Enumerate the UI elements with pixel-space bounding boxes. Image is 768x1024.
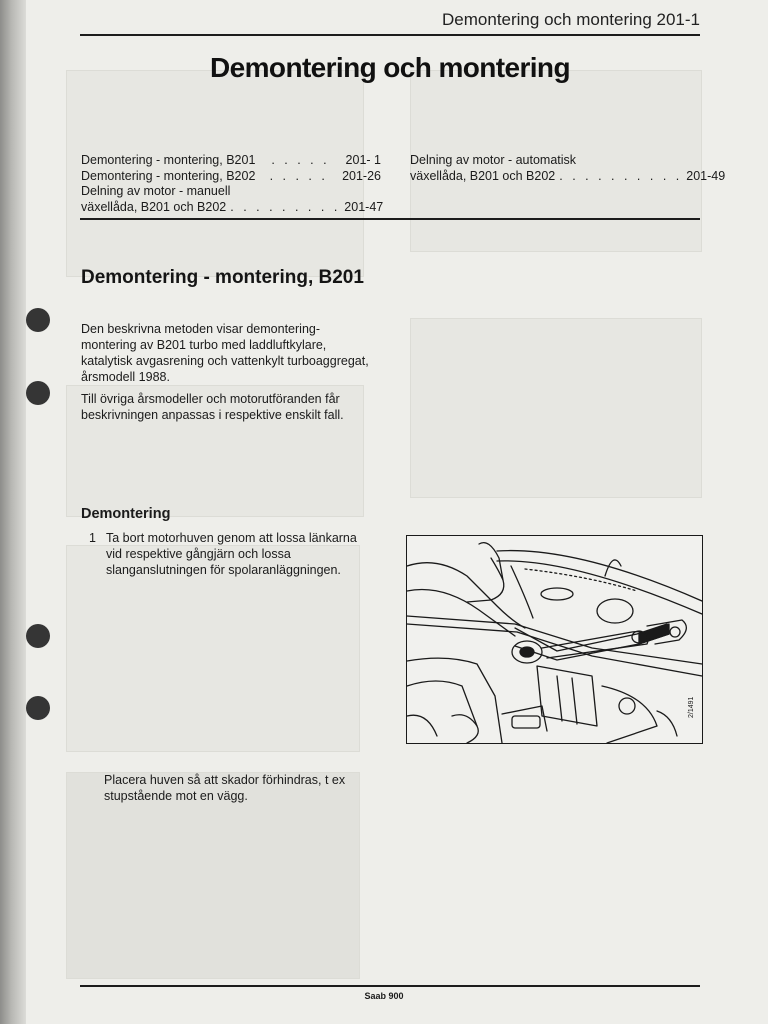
toc-entry-page: 201-47 (344, 199, 384, 214)
show-through-block (410, 318, 702, 498)
toc-entry-label: växellåda, B201 och B202 (410, 168, 556, 183)
toc-entry-label: växellåda, B201 och B202 (81, 199, 227, 214)
binder-hole (26, 381, 50, 405)
running-header: Demontering och montering 201-1 (442, 10, 700, 29)
hood-hinge-illustration (406, 535, 703, 744)
table-of-contents-left (81, 153, 384, 215)
toc-entry[interactable] (81, 184, 381, 200)
footer-label: Saab 900 (364, 991, 404, 1001)
toc-leader-dots: . . . . . (269, 168, 328, 183)
toc-entry-label: Demontering - montering, B202 (81, 168, 256, 183)
step-number: 1 (89, 531, 96, 545)
toc-entry[interactable] (410, 168, 726, 185)
header-rule (80, 34, 700, 36)
step-note: Placera huven så att skador förhindras, t ex stupstående mot en vägg. (104, 773, 346, 803)
table-of-contents-right (410, 153, 726, 184)
intro-paragraph: Till övriga årsmodeller och motorutföranden får beskrivningen anpassas i respektive enskilt fall. (81, 392, 344, 422)
toc-entry-label: Demontering - montering, B201 (81, 153, 256, 167)
toc-entry-label: Delning av motor - manuell (81, 184, 231, 198)
toc-entry[interactable] (81, 199, 384, 216)
toc-entry-label: Delning av motor - automatisk (410, 153, 577, 167)
toc-leader-dots: . . . . . . . . . . (559, 168, 683, 183)
binder-edge-shadow (0, 0, 26, 1024)
page-title: Demontering och montering (210, 52, 570, 83)
toc-leader-dots: . . . . . . . . . (230, 199, 341, 214)
toc-leader-dots: . . . . . (271, 153, 330, 167)
footer-rule (80, 985, 700, 987)
step-text: Ta bort motorhuven genom att lossa länkarna vid respektive gångjärn och lossa slanganslutningen för spolaranläggningen. (106, 531, 357, 577)
section-heading: Demontering - montering, B201 (81, 267, 364, 288)
intro-paragraph: Den beskrivna metoden visar demontering-montering av B201 turbo med laddluftkylare, katalytisk avgasrening och vattenkylt turboaggregat, årsmodell 1988. (81, 322, 369, 384)
binder-hole (26, 696, 50, 720)
toc-entry-page: 201- 1 (345, 153, 381, 167)
wrench-on-hinge-drawing (407, 536, 702, 743)
procedure-step (89, 530, 374, 578)
binder-hole (26, 624, 50, 648)
toc-entry[interactable] (410, 153, 702, 169)
toc-rule (80, 218, 700, 220)
toc-entry[interactable] (81, 169, 381, 185)
toc-entry[interactable] (81, 153, 381, 169)
toc-entry-page: 201-49 (686, 168, 726, 183)
figure-code: 2/1491 (688, 696, 695, 718)
subheading-demontering: Demontering (81, 506, 171, 522)
binder-hole (26, 308, 50, 332)
toc-entry-page: 201-26 (342, 168, 381, 183)
